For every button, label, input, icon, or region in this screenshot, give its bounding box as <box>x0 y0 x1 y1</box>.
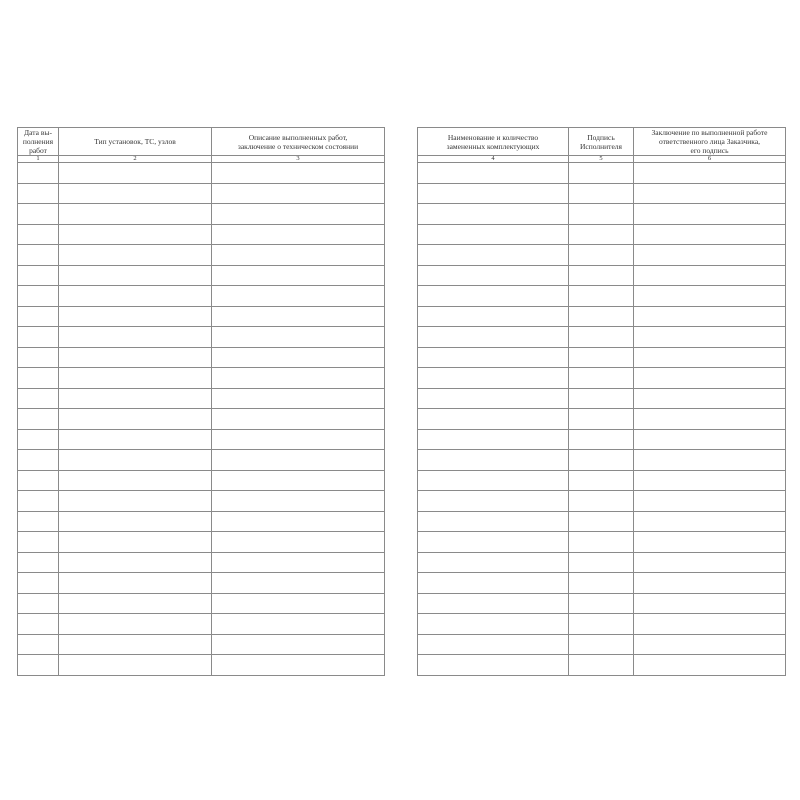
table-cell[interactable] <box>18 470 59 491</box>
column-header-executor-signature: Подпись Исполнителя <box>569 128 634 156</box>
table-cell[interactable] <box>18 450 59 471</box>
table-cell[interactable] <box>212 163 385 184</box>
table-cell[interactable] <box>569 552 634 573</box>
table-cell[interactable] <box>59 388 212 409</box>
table-cell[interactable] <box>18 204 59 225</box>
table-cell[interactable] <box>418 204 569 225</box>
table-cell[interactable] <box>634 573 786 594</box>
table-cell[interactable] <box>18 245 59 266</box>
table-cell[interactable] <box>634 491 786 512</box>
table-cell[interactable] <box>569 491 634 512</box>
table-row <box>418 245 786 266</box>
table-cell[interactable] <box>569 224 634 245</box>
table-body <box>18 163 385 676</box>
table-cell[interactable] <box>569 573 634 594</box>
table-cell[interactable] <box>634 552 786 573</box>
table-cell[interactable] <box>569 368 634 389</box>
table-cell[interactable] <box>18 368 59 389</box>
table-cell[interactable] <box>569 327 634 348</box>
table-cell[interactable] <box>418 327 569 348</box>
table-cell[interactable] <box>418 163 569 184</box>
table-cell[interactable] <box>18 347 59 368</box>
table-cell[interactable] <box>634 450 786 471</box>
table-row <box>18 265 385 286</box>
table-cell[interactable] <box>59 511 212 532</box>
table-cell[interactable] <box>59 655 212 676</box>
table-cell[interactable] <box>212 183 385 204</box>
table-cell[interactable] <box>212 593 385 614</box>
table-cell[interactable] <box>18 183 59 204</box>
table-row <box>18 306 385 327</box>
table-cell[interactable] <box>212 368 385 389</box>
table-cell[interactable] <box>634 163 786 184</box>
table-cell[interactable] <box>18 265 59 286</box>
table-cell[interactable] <box>18 491 59 512</box>
table-row <box>18 224 385 245</box>
table-cell[interactable] <box>569 593 634 614</box>
table-cell[interactable] <box>634 532 786 553</box>
table-cell[interactable] <box>634 634 786 655</box>
table-row <box>418 532 786 553</box>
table-cell[interactable] <box>59 614 212 635</box>
table-row <box>418 265 786 286</box>
table-cell[interactable] <box>418 491 569 512</box>
table-cell[interactable] <box>59 245 212 266</box>
table-cell[interactable] <box>212 224 385 245</box>
table-cell[interactable] <box>212 429 385 450</box>
table-cell[interactable] <box>634 286 786 307</box>
table-cell[interactable] <box>18 409 59 430</box>
column-number: 1 <box>18 156 59 163</box>
table-row <box>18 429 385 450</box>
table-cell[interactable] <box>418 429 569 450</box>
table-row <box>18 532 385 553</box>
table-cell[interactable] <box>569 450 634 471</box>
table-row <box>418 450 786 471</box>
table-cell[interactable] <box>59 532 212 553</box>
table-cell[interactable] <box>418 409 569 430</box>
table-cell[interactable] <box>212 409 385 430</box>
table-row <box>418 491 786 512</box>
table-cell[interactable] <box>59 327 212 348</box>
table-cell[interactable] <box>18 327 59 348</box>
table-cell[interactable] <box>59 306 212 327</box>
column-header-unit-type: Тип установок, ТС, узлов <box>59 128 212 156</box>
table-row <box>18 347 385 368</box>
right-page <box>417 127 785 676</box>
table-cell[interactable] <box>212 573 385 594</box>
table-cell[interactable] <box>212 265 385 286</box>
table-row <box>18 327 385 348</box>
table-cell[interactable] <box>569 204 634 225</box>
table-cell[interactable] <box>418 634 569 655</box>
table-cell[interactable] <box>418 245 569 266</box>
table-row <box>418 429 786 450</box>
table-cell[interactable] <box>18 552 59 573</box>
table-row <box>418 593 786 614</box>
table-cell[interactable] <box>418 573 569 594</box>
table-row <box>18 491 385 512</box>
table-cell[interactable] <box>59 368 212 389</box>
table-cell[interactable] <box>59 347 212 368</box>
table-cell[interactable] <box>418 306 569 327</box>
table-row <box>18 286 385 307</box>
table-cell[interactable] <box>212 306 385 327</box>
table-cell[interactable] <box>212 511 385 532</box>
table-cell[interactable] <box>212 327 385 348</box>
table-cell[interactable] <box>18 224 59 245</box>
table-cell[interactable] <box>212 347 385 368</box>
table-cell[interactable] <box>18 511 59 532</box>
table-row <box>418 634 786 655</box>
table-cell[interactable] <box>634 183 786 204</box>
table-cell[interactable] <box>418 183 569 204</box>
table-cell[interactable] <box>634 224 786 245</box>
table-cell[interactable] <box>569 163 634 184</box>
table-row <box>18 573 385 594</box>
table-cell[interactable] <box>59 634 212 655</box>
table-row <box>418 204 786 225</box>
table-row <box>18 552 385 573</box>
table-cell[interactable] <box>634 204 786 225</box>
table-cell[interactable] <box>569 614 634 635</box>
table-cell[interactable] <box>634 593 786 614</box>
table-row <box>418 614 786 635</box>
table-cell[interactable] <box>418 511 569 532</box>
table-cell[interactable] <box>634 409 786 430</box>
table-cell[interactable] <box>59 265 212 286</box>
table-row <box>18 470 385 491</box>
table-cell[interactable] <box>569 429 634 450</box>
work-log-table-right <box>417 127 786 676</box>
table-cell[interactable] <box>418 347 569 368</box>
table-cell[interactable] <box>634 327 786 348</box>
table-cell[interactable] <box>18 532 59 553</box>
table-row <box>418 306 786 327</box>
table-cell[interactable] <box>59 204 212 225</box>
column-header-work-description: Описание выполненных работ, заключение о техническом состоянии <box>212 128 385 156</box>
table-cell[interactable] <box>634 368 786 389</box>
table-cell[interactable] <box>418 450 569 471</box>
table-cell[interactable] <box>18 388 59 409</box>
table-cell[interactable] <box>59 286 212 307</box>
table-cell[interactable] <box>634 655 786 676</box>
table-cell[interactable] <box>212 655 385 676</box>
table-row <box>18 245 385 266</box>
table-cell[interactable] <box>569 183 634 204</box>
table-cell[interactable] <box>18 429 59 450</box>
table-cell[interactable] <box>418 470 569 491</box>
table-cell[interactable] <box>569 286 634 307</box>
table-cell[interactable] <box>59 491 212 512</box>
table-cell[interactable] <box>59 183 212 204</box>
table-cell[interactable] <box>18 306 59 327</box>
table-cell[interactable] <box>569 265 634 286</box>
table-row <box>418 409 786 430</box>
table-cell[interactable] <box>634 470 786 491</box>
table-cell[interactable] <box>569 409 634 430</box>
table-cell[interactable] <box>18 573 59 594</box>
table-row <box>418 368 786 389</box>
table-cell[interactable] <box>634 347 786 368</box>
work-log-table-left <box>17 127 385 676</box>
table-cell[interactable] <box>18 593 59 614</box>
table-cell[interactable] <box>569 634 634 655</box>
header-row <box>18 128 385 156</box>
table-cell[interactable] <box>212 491 385 512</box>
table-cell[interactable] <box>569 511 634 532</box>
table-cell[interactable] <box>569 470 634 491</box>
table-row <box>18 409 385 430</box>
table-cell[interactable] <box>18 163 59 184</box>
column-header-replaced-parts: Наименование и количество замененных комплектующих <box>418 128 569 156</box>
table-row <box>418 163 786 184</box>
table-row <box>18 511 385 532</box>
table-cell[interactable] <box>18 286 59 307</box>
column-header-date: Дата вы- полнения работ <box>18 128 59 156</box>
column-number: 2 <box>59 156 212 163</box>
table-row <box>418 573 786 594</box>
table-cell[interactable] <box>212 634 385 655</box>
table-cell[interactable] <box>59 593 212 614</box>
table-row <box>418 511 786 532</box>
table-cell[interactable] <box>634 614 786 635</box>
table-row <box>18 163 385 184</box>
table-cell[interactable] <box>569 245 634 266</box>
table-row <box>18 614 385 635</box>
table-cell[interactable] <box>59 224 212 245</box>
table-cell[interactable] <box>18 655 59 676</box>
table-cell[interactable] <box>634 511 786 532</box>
table-cell[interactable] <box>59 429 212 450</box>
table-cell[interactable] <box>212 450 385 471</box>
table-cell[interactable] <box>212 470 385 491</box>
column-number-row <box>18 156 385 163</box>
table-cell[interactable] <box>18 634 59 655</box>
table-cell[interactable] <box>634 265 786 286</box>
table-row <box>418 183 786 204</box>
table-row <box>18 204 385 225</box>
table-cell[interactable] <box>212 245 385 266</box>
table-cell[interactable] <box>634 306 786 327</box>
table-cell[interactable] <box>59 163 212 184</box>
table-cell[interactable] <box>212 552 385 573</box>
table-row <box>18 593 385 614</box>
column-number: 4 <box>418 156 569 163</box>
table-row <box>18 368 385 389</box>
table-cell[interactable] <box>569 532 634 553</box>
header-row <box>418 128 786 156</box>
table-cell[interactable] <box>569 655 634 676</box>
table-cell[interactable] <box>569 347 634 368</box>
table-row <box>418 470 786 491</box>
table-cell[interactable] <box>18 614 59 635</box>
column-number: 6 <box>634 156 786 163</box>
table-cell[interactable] <box>212 388 385 409</box>
table-cell[interactable] <box>59 470 212 491</box>
table-cell[interactable] <box>418 388 569 409</box>
table-row <box>418 552 786 573</box>
table-row <box>418 224 786 245</box>
table-cell[interactable] <box>212 286 385 307</box>
table-row <box>18 183 385 204</box>
table-cell[interactable] <box>634 388 786 409</box>
left-page <box>17 127 384 676</box>
table-row <box>18 634 385 655</box>
column-header-customer-conclusion: Заключение по выполненной работе ответственного лица Заказчика, его подпись <box>634 128 786 156</box>
table-cell[interactable] <box>418 532 569 553</box>
table-cell[interactable] <box>418 265 569 286</box>
table-row <box>418 655 786 676</box>
table-cell[interactable] <box>418 593 569 614</box>
table-cell[interactable] <box>59 552 212 573</box>
table-cell[interactable] <box>418 224 569 245</box>
column-number: 5 <box>569 156 634 163</box>
table-cell[interactable] <box>212 614 385 635</box>
column-number-row <box>418 156 786 163</box>
table-cell[interactable] <box>212 532 385 553</box>
table-body <box>418 163 786 676</box>
table-cell[interactable] <box>418 552 569 573</box>
table-row <box>418 286 786 307</box>
table-cell[interactable] <box>569 388 634 409</box>
table-row <box>418 347 786 368</box>
table-row <box>18 450 385 471</box>
table-row <box>18 655 385 676</box>
table-cell[interactable] <box>634 245 786 266</box>
table-cell[interactable] <box>59 450 212 471</box>
table-row <box>18 388 385 409</box>
table-cell[interactable] <box>418 655 569 676</box>
table-row <box>418 388 786 409</box>
table-row <box>418 327 786 348</box>
table-cell[interactable] <box>59 409 212 430</box>
table-cell[interactable] <box>418 286 569 307</box>
column-number: 3 <box>212 156 385 163</box>
table-cell[interactable] <box>212 204 385 225</box>
table-cell[interactable] <box>418 368 569 389</box>
table-cell[interactable] <box>634 429 786 450</box>
table-cell[interactable] <box>569 306 634 327</box>
table-cell[interactable] <box>59 573 212 594</box>
table-cell[interactable] <box>418 614 569 635</box>
